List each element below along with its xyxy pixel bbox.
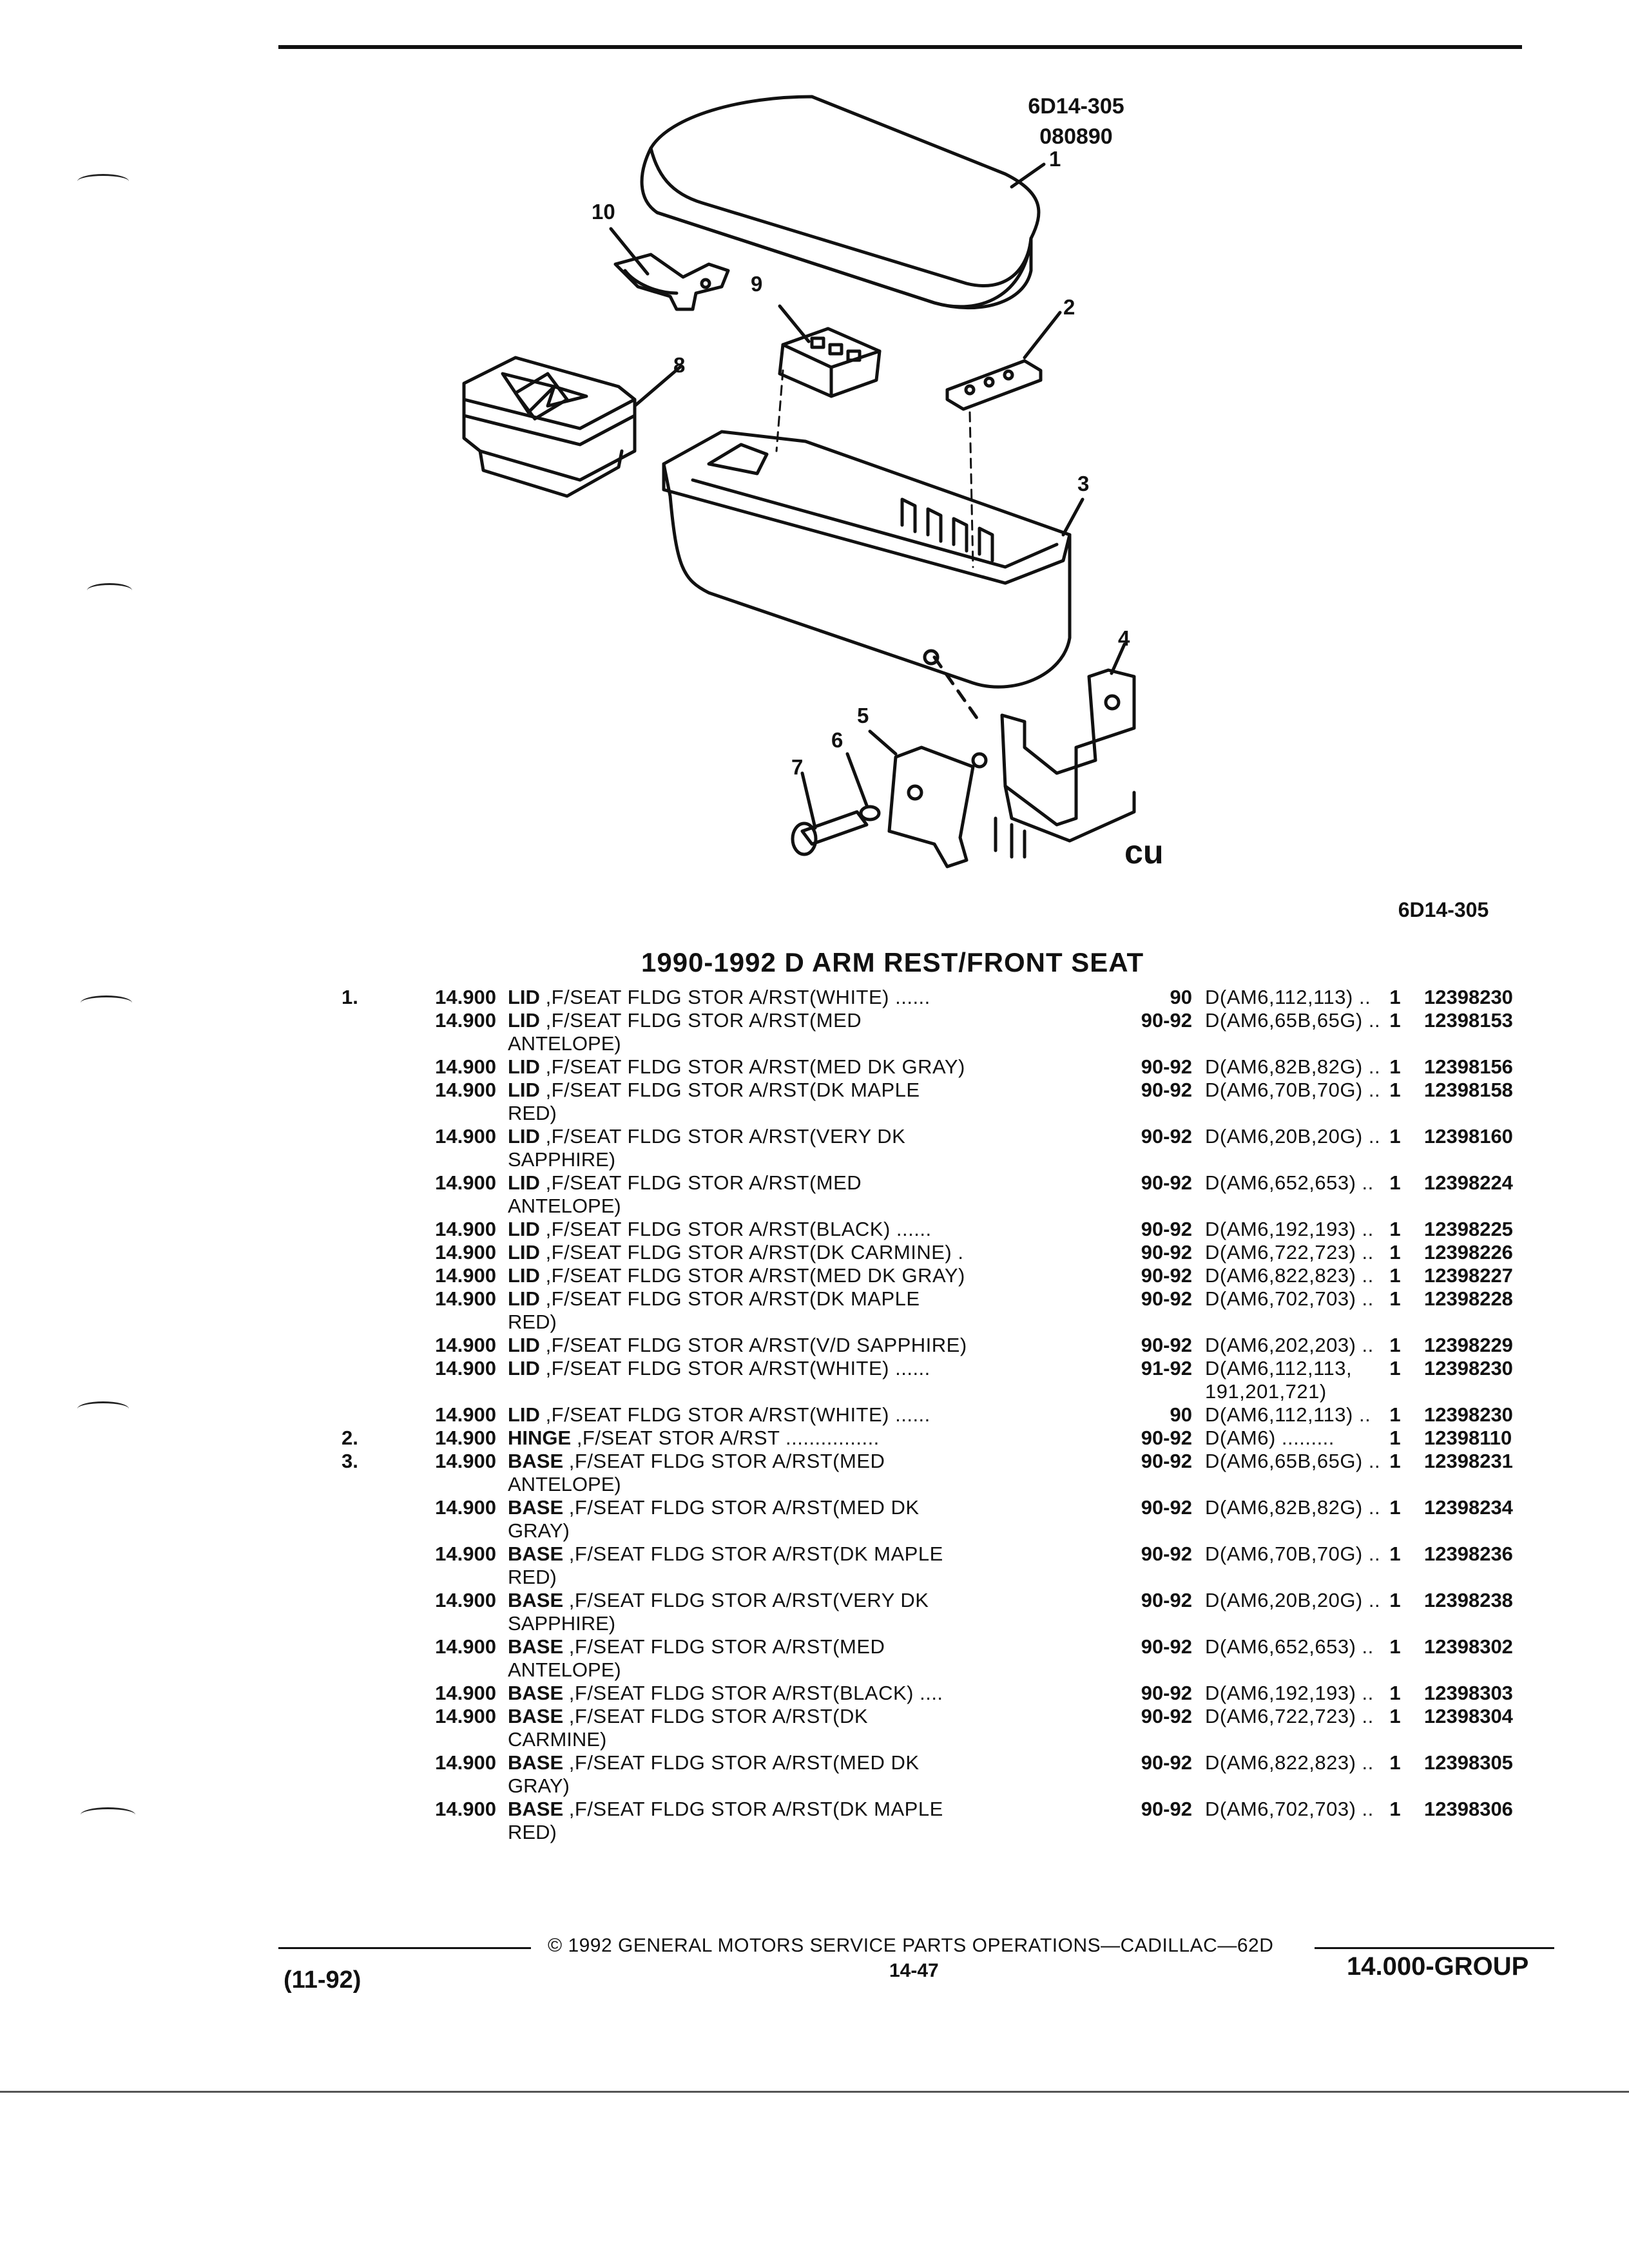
margin-mark <box>81 995 132 1010</box>
part-detail: ,F/SEAT FLDG STOR A/RST(DK MAPLE <box>568 1798 943 1820</box>
usage-line: D(AM6) ......... <box>1205 1427 1335 1449</box>
quantity: 1 <box>1389 1635 1401 1658</box>
diagram-ref-date: 080890 <box>1039 124 1113 149</box>
plate-part <box>889 747 973 867</box>
model-years: 90-92 <box>1141 1705 1192 1727</box>
usage-code <box>1205 1589 1450 1612</box>
callout-9: 9 <box>751 272 763 296</box>
part-keyword: LID <box>508 1055 540 1078</box>
part-detail: ,F/SEAT FLDG STOR A/RST(DK CARMINE) . <box>545 1241 964 1264</box>
table-row <box>342 1264 1585 1287</box>
quantity: 1 <box>1389 1705 1401 1727</box>
table-row <box>342 1125 1585 1171</box>
part-detail-cont: SAPPHIRE) <box>508 1148 616 1171</box>
part-keyword: LID <box>508 1403 540 1426</box>
part-detail: ,F/SEAT FLDG STOR A/RST(MED <box>568 1450 885 1472</box>
part-detail: ,F/SEAT FLDG STOR A/RST(V/D SAPPHIRE) <box>545 1334 967 1356</box>
model-years: 90-92 <box>1141 1171 1192 1194</box>
quantity: 1 <box>1389 1218 1401 1240</box>
table-row <box>342 1589 1585 1635</box>
part-keyword: BASE <box>508 1682 564 1704</box>
page-number: 14-47 <box>889 1960 939 1981</box>
quantity: 1 <box>1389 1241 1401 1264</box>
part-detail: ,F/SEAT FLDG STOR A/RST(MED DK <box>568 1496 920 1519</box>
usage-line: D(AM6,65B,65G) .. <box>1205 1009 1381 1032</box>
part-detail: ,F/SEAT FLDG STOR A/RST(DK MAPLE <box>545 1079 920 1101</box>
table-row <box>342 1496 1585 1542</box>
part-number: 12398158 <box>1424 1079 1513 1101</box>
part-detail: ,F/SEAT FLDG STOR A/RST(WHITE) ...... <box>545 1403 930 1426</box>
usage-line: D(AM6,20B,20G) .. <box>1205 1589 1381 1611</box>
usage-code <box>1205 1055 1450 1079</box>
quantity: 1 <box>1389 1171 1401 1194</box>
callout-1: 1 <box>1049 147 1061 171</box>
part-detail: ,F/SEAT FLDG STOR A/RST(DK MAPLE <box>568 1542 943 1565</box>
usage-code <box>1205 1009 1450 1032</box>
model-years: 90-92 <box>1141 1798 1192 1820</box>
part-number: 12398302 <box>1424 1635 1513 1658</box>
group-number: 14.900 <box>435 1542 496 1565</box>
usage-code <box>1205 1357 1450 1403</box>
part-number: 12398160 <box>1424 1125 1513 1148</box>
part-keyword: BASE <box>508 1635 564 1658</box>
model-years: 90-92 <box>1141 1287 1192 1310</box>
group-number: 14.900 <box>435 1334 496 1356</box>
part-keyword: LID <box>508 1241 540 1264</box>
usage-code <box>1205 1334 1450 1357</box>
usage-code <box>1205 1171 1450 1195</box>
quantity: 1 <box>1389 1264 1401 1287</box>
part-detail: ,F/SEAT FLDG STOR A/RST(DK <box>568 1705 869 1727</box>
usage-code <box>1205 1079 1450 1102</box>
table-row <box>342 1079 1585 1125</box>
model-years: 90-92 <box>1141 1009 1192 1032</box>
washer-part <box>861 807 879 820</box>
part-number: 12398306 <box>1424 1798 1513 1820</box>
usage-line: D(AM6,192,193) .. <box>1205 1682 1374 1704</box>
group-number: 14.900 <box>435 1125 496 1148</box>
support-bracket-part <box>973 670 1134 857</box>
part-number: 12398304 <box>1424 1705 1513 1727</box>
model-years: 90-92 <box>1141 1496 1192 1519</box>
quantity: 1 <box>1389 1496 1401 1519</box>
usage-line: D(AM6,112,113) .. <box>1205 1403 1371 1426</box>
switch-part <box>780 329 880 396</box>
part-number: 12398228 <box>1424 1287 1513 1310</box>
callout-2: 2 <box>1063 295 1075 319</box>
model-years: 90-92 <box>1141 1125 1192 1148</box>
quantity: 1 <box>1389 1542 1401 1565</box>
quantity: 1 <box>1389 1589 1401 1611</box>
quantity: 1 <box>1389 1079 1401 1101</box>
part-number: 12398230 <box>1424 986 1513 1008</box>
usage-line: D(AM6,652,653) .. <box>1205 1635 1374 1658</box>
model-years: 90-92 <box>1141 1635 1192 1658</box>
part-detail-cont: ANTELOPE) <box>508 1032 621 1055</box>
usage-code <box>1205 1403 1450 1427</box>
usage-line: D(AM6,702,703) .. <box>1205 1798 1374 1820</box>
part-detail-cont: SAPPHIRE) <box>508 1612 616 1635</box>
part-number: 12398224 <box>1424 1171 1513 1194</box>
callout-8: 8 <box>673 353 686 377</box>
callout-6: 6 <box>831 728 843 752</box>
usage-code <box>1205 1264 1450 1287</box>
part-detail-cont: ANTELOPE) <box>508 1658 621 1681</box>
part-keyword: BASE <box>508 1450 564 1472</box>
part-keyword: BASE <box>508 1496 564 1519</box>
quantity: 1 <box>1389 1751 1401 1774</box>
part-keyword: LID <box>508 1079 540 1101</box>
footer-copyright: © 1992 GENERAL MOTORS SERVICE PARTS OPERATIONS—CADILLAC—62D <box>548 1935 1274 1956</box>
part-number: 12398303 <box>1424 1682 1513 1704</box>
group-number: 14.900 <box>435 1798 496 1820</box>
item-number: 2. <box>342 1427 358 1449</box>
callout-7: 7 <box>791 755 804 779</box>
footer-rule-left <box>278 1947 531 1949</box>
usage-line: D(AM6,702,703) .. <box>1205 1287 1374 1310</box>
bottom-scan-line <box>0 2091 1629 2093</box>
table-row <box>342 1171 1585 1218</box>
usage-line: D(AM6,65B,65G) .. <box>1205 1450 1381 1472</box>
hinge-part <box>947 361 1041 409</box>
usage-line: D(AM6,70B,70G) .. <box>1205 1079 1381 1101</box>
part-number: 12398153 <box>1424 1009 1513 1032</box>
part-detail: ,F/SEAT FLDG STOR A/RST(MED DK <box>568 1751 920 1774</box>
usage-line: D(AM6,82B,82G) .. <box>1205 1055 1381 1078</box>
usage-code <box>1205 1635 1450 1658</box>
part-number: 12398236 <box>1424 1542 1513 1565</box>
callout-5: 5 <box>857 704 869 727</box>
table-row <box>342 1542 1585 1589</box>
usage-line: D(AM6,82B,82G) .. <box>1205 1496 1381 1519</box>
part-detail: ,F/SEAT FLDG STOR A/RST(WHITE) ...... <box>545 1357 930 1379</box>
part-detail-cont: ANTELOPE) <box>508 1473 621 1495</box>
group-number: 14.900 <box>435 1264 496 1287</box>
part-keyword: LID <box>508 1171 540 1194</box>
model-years: 90-92 <box>1141 1334 1192 1356</box>
part-number: 12398110 <box>1424 1427 1512 1449</box>
part-detail: ,F/SEAT FLDG STOR A/RST(BLACK) .... <box>568 1682 943 1704</box>
table-row <box>342 1427 1585 1450</box>
usage-line: D(AM6,822,823) .. <box>1205 1264 1374 1287</box>
cup-part <box>464 358 635 496</box>
group-number: 14.900 <box>435 986 496 1008</box>
base-part <box>664 432 1070 687</box>
group-number: 14.900 <box>435 1635 496 1658</box>
item-number: 1. <box>342 986 358 1008</box>
quantity: 1 <box>1389 1450 1401 1472</box>
part-keyword: BASE <box>508 1705 564 1727</box>
model-years: 90-92 <box>1141 1751 1192 1774</box>
quantity: 1 <box>1389 1357 1401 1379</box>
quantity: 1 <box>1389 1682 1401 1704</box>
part-number: 12398234 <box>1424 1496 1513 1519</box>
usage-line: D(AM6,202,203) .. <box>1205 1334 1374 1356</box>
group-number: 14.900 <box>435 1427 496 1449</box>
lid-part <box>642 97 1039 308</box>
table-row <box>342 1705 1585 1751</box>
margin-mark <box>77 1401 129 1416</box>
table-row <box>342 1682 1585 1705</box>
model-years: 90 <box>1170 1403 1192 1426</box>
model-years: 90-92 <box>1141 1682 1192 1704</box>
table-row <box>342 1798 1585 1844</box>
model-years: 90-92 <box>1141 1241 1192 1264</box>
group-number: 14.900 <box>435 1589 496 1611</box>
table-row <box>342 1334 1585 1357</box>
table-row <box>342 1287 1585 1334</box>
group-number: 14.900 <box>435 1682 496 1704</box>
part-keyword: LID <box>508 1334 540 1356</box>
usage-code <box>1205 1798 1450 1821</box>
part-detail: ,F/SEAT FLDG STOR A/RST(VERY DK <box>568 1589 929 1611</box>
usage-code <box>1205 1125 1450 1148</box>
part-keyword: BASE <box>508 1589 564 1611</box>
part-detail-cont: ANTELOPE) <box>508 1195 621 1217</box>
part-detail: ,F/SEAT FLDG STOR A/RST(MED <box>545 1171 862 1194</box>
part-keyword: LID <box>508 1264 540 1287</box>
group-number: 14.900 <box>435 1079 496 1101</box>
table-row <box>342 1241 1585 1264</box>
part-detail: ,F/SEAT FLDG STOR A/RST(MED DK GRAY) <box>545 1055 965 1078</box>
part-detail-cont: RED) <box>508 1102 557 1124</box>
table-row <box>342 1055 1585 1079</box>
quantity: 1 <box>1389 1125 1401 1148</box>
part-keyword: LID <box>508 1125 540 1148</box>
group-label: 14.000-GROUP <box>1347 1952 1529 1981</box>
part-number: 12398231 <box>1424 1450 1513 1472</box>
model-years: 90-92 <box>1141 1450 1192 1472</box>
usage-line-cont: 191,201,721) <box>1205 1380 1327 1403</box>
usage-line: D(AM6,652,653) .. <box>1205 1171 1374 1194</box>
part-number: 12398305 <box>1424 1751 1513 1774</box>
exploded-view-diagram <box>0 0 1629 954</box>
footer-rule-right <box>1315 1947 1554 1949</box>
table-row <box>342 1218 1585 1241</box>
quantity: 1 <box>1389 1798 1401 1820</box>
part-detail: ,F/SEAT FLDG STOR A/RST(VERY DK <box>545 1125 906 1148</box>
section-title: 1990-1992 D ARM REST/FRONT SEAT <box>641 947 1144 977</box>
part-detail-cont: GRAY) <box>508 1774 570 1797</box>
part-keyword: BASE <box>508 1751 564 1774</box>
usage-code <box>1205 1218 1450 1241</box>
group-number: 14.900 <box>435 1287 496 1310</box>
usage-code <box>1205 1751 1450 1774</box>
table-row <box>342 1009 1585 1055</box>
usage-code <box>1205 1287 1450 1311</box>
part-detail-cont: CARMINE) <box>508 1728 607 1751</box>
usage-line: D(AM6,192,193) .. <box>1205 1218 1374 1240</box>
part-detail: ,F/SEAT FLDG STOR A/RST(MED <box>545 1009 862 1032</box>
part-number: 12398156 <box>1424 1055 1513 1078</box>
usage-code <box>1205 1682 1450 1705</box>
group-number: 14.900 <box>435 1218 496 1240</box>
diagram-bottom-ref: 6D14-305 <box>1398 898 1489 921</box>
revision-date: (11-92) <box>284 1966 361 1994</box>
part-keyword: LID <box>508 1287 540 1310</box>
table-row <box>342 1635 1585 1682</box>
model-years: 90-92 <box>1141 1589 1192 1611</box>
part-keyword: BASE <box>508 1798 564 1820</box>
part-number: 12398230 <box>1424 1357 1513 1379</box>
bracket-part <box>615 255 728 309</box>
model-years: 91-92 <box>1141 1357 1192 1379</box>
quantity: 1 <box>1389 1334 1401 1356</box>
group-number: 14.900 <box>435 1751 496 1774</box>
usage-line: D(AM6,722,723) .. <box>1205 1241 1374 1264</box>
callout-4: 4 <box>1118 626 1130 650</box>
part-detail-cont: RED) <box>508 1821 557 1843</box>
part-number: 12398230 <box>1424 1403 1513 1426</box>
group-number: 14.900 <box>435 1055 496 1078</box>
group-number: 14.900 <box>435 1241 496 1264</box>
part-number: 12398229 <box>1424 1334 1513 1356</box>
part-keyword: LID <box>508 1009 540 1032</box>
parts-table <box>342 986 1585 1844</box>
usage-line: D(AM6,70B,70G) .. <box>1205 1542 1381 1565</box>
part-number: 12398225 <box>1424 1218 1513 1240</box>
part-number: 12398238 <box>1424 1589 1513 1611</box>
usage-code <box>1205 1427 1450 1450</box>
table-row <box>342 986 1585 1009</box>
group-number: 14.900 <box>435 1450 496 1472</box>
model-years: 90-92 <box>1141 1264 1192 1287</box>
part-detail: ,F/SEAT FLDG STOR A/RST(DK MAPLE <box>545 1287 920 1310</box>
model-years: 90-92 <box>1141 1218 1192 1240</box>
usage-line: D(AM6,20B,20G) .. <box>1205 1125 1381 1148</box>
quantity: 1 <box>1389 1009 1401 1032</box>
model-years: 90-92 <box>1141 1427 1192 1449</box>
usage-line: D(AM6,112,113, <box>1205 1357 1353 1379</box>
part-keyword: LID <box>508 1218 540 1240</box>
group-number: 14.900 <box>435 1009 496 1032</box>
part-detail: ,F/SEAT FLDG STOR A/RST(WHITE) ...... <box>545 986 930 1008</box>
diagram-ref-code: 6D14-305 <box>1028 94 1124 119</box>
screw-part <box>793 812 867 854</box>
table-row <box>342 1357 1585 1403</box>
model-years: 90-92 <box>1141 1542 1192 1565</box>
item-number: 3. <box>342 1450 358 1472</box>
usage-code <box>1205 986 1450 1009</box>
quantity: 1 <box>1389 1403 1401 1426</box>
margin-mark <box>81 1807 135 1822</box>
quantity: 1 <box>1389 1055 1401 1078</box>
usage-code <box>1205 1241 1450 1264</box>
model-years: 90-92 <box>1141 1079 1192 1101</box>
table-row <box>342 1450 1585 1496</box>
quantity: 1 <box>1389 986 1401 1008</box>
svg-text:cu: cu <box>1124 834 1164 871</box>
group-number: 14.900 <box>435 1496 496 1519</box>
part-detail: ,F/SEAT STOR A/RST ................ <box>576 1427 880 1449</box>
quantity: 1 <box>1389 1287 1401 1310</box>
part-detail: ,F/SEAT FLDG STOR A/RST(BLACK) ...... <box>545 1218 932 1240</box>
part-number: 12398226 <box>1424 1241 1513 1264</box>
usage-line: D(AM6,112,113) .. <box>1205 986 1371 1008</box>
group-number: 14.900 <box>435 1357 496 1379</box>
part-detail-cont: GRAY) <box>508 1519 570 1542</box>
part-keyword: BASE <box>508 1542 564 1565</box>
callout-10: 10 <box>592 200 615 224</box>
callout-3: 3 <box>1077 472 1090 495</box>
usage-code <box>1205 1705 1450 1728</box>
table-row <box>342 1751 1585 1798</box>
part-detail-cont: RED) <box>508 1566 557 1588</box>
part-detail: ,F/SEAT FLDG STOR A/RST(MED DK GRAY) <box>545 1264 965 1287</box>
part-keyword: LID <box>508 986 540 1008</box>
group-number: 14.900 <box>435 1171 496 1194</box>
usage-line: D(AM6,822,823) .. <box>1205 1751 1374 1774</box>
part-detail-cont: RED) <box>508 1311 557 1333</box>
usage-code <box>1205 1542 1450 1566</box>
table-row <box>342 1403 1585 1427</box>
model-years: 90-92 <box>1141 1055 1192 1078</box>
usage-line: D(AM6,722,723) .. <box>1205 1705 1374 1727</box>
quantity: 1 <box>1389 1427 1401 1449</box>
usage-code <box>1205 1496 1450 1519</box>
part-keyword: LID <box>508 1357 540 1379</box>
model-years: 90 <box>1170 986 1192 1008</box>
group-number: 14.900 <box>435 1403 496 1426</box>
part-number: 12398227 <box>1424 1264 1513 1287</box>
group-number: 14.900 <box>435 1705 496 1727</box>
part-keyword: HINGE <box>508 1427 572 1449</box>
usage-code <box>1205 1450 1450 1473</box>
part-detail: ,F/SEAT FLDG STOR A/RST(MED <box>568 1635 885 1658</box>
